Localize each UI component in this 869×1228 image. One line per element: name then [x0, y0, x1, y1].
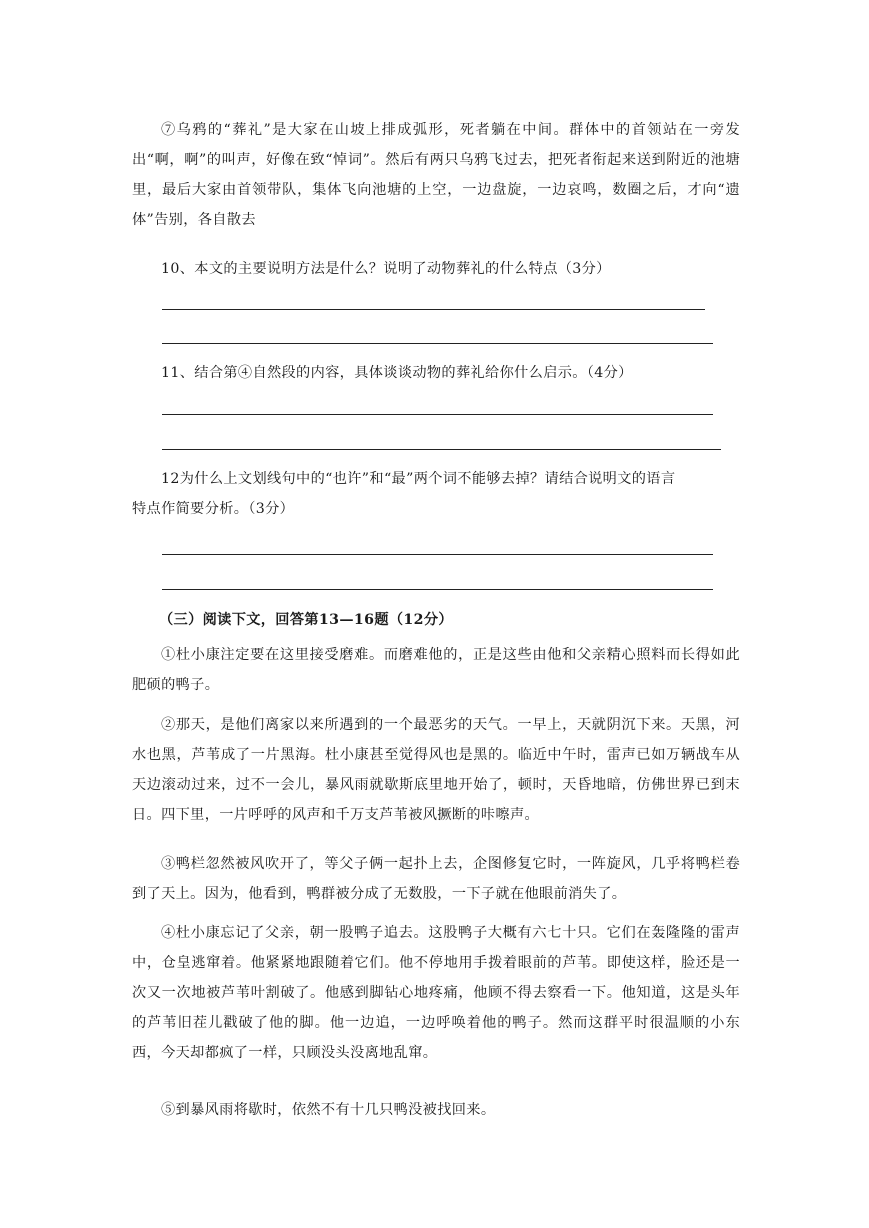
question-12-line-2: 特点作简要分析。（3分）	[132, 501, 295, 517]
answer-line[interactable]	[162, 554, 713, 555]
question-11: 11、结合第④自然段的内容，具体谈谈动物的葬礼给你什么启示。（4分）	[161, 365, 633, 381]
paragraph-2: ②那天，是他们离家以来所遇到的一个最恶劣的天气。一早上，天就阴沉下来。天黑，河水也黑，芦苇成了一片黑海。杜小康甚至觉得风也是黑的。临近中午时，雷声已如万辆战车从天边滚动过来，过不一会儿，暴风雨就歇斯底里地开始了，顿时，天昏地暗，仿佛世界已到末日。四下里，一片呼呼的风声和千万支芦苇被风撅断的咔嚓声。	[132, 717, 740, 823]
answer-line[interactable]	[162, 589, 713, 590]
paragraph-3: ③鸭栏忽然被风吹开了，等父子俩一起扑上去，企图修复它时，一阵旋风，几乎将鸭栏卷到了天上。因为，他看到，鸭群被分成了无数股，一下子就在他眼前消失了。	[132, 856, 740, 902]
paragraph-1: ①杜小康注定要在这里接受磨难。而磨难他的，正是这些由他和父亲精心照料而长得如此肥硕的鸭子。	[132, 647, 740, 693]
paragraph-5: ⑤到暴风雨将歇时，依然不有十几只鸭没被找回来。	[161, 1102, 496, 1118]
answer-line[interactable]	[162, 309, 705, 310]
question-12-line-1: 12为什么上文划线句中的“也许”和“最”两个词不能够去掉？请结合说明文的语言	[161, 471, 676, 487]
question-12	[132, 464, 741, 524]
paragraph-7: ⑦乌鸦的“葬礼”是大家在山坡上排成弧形，死者躺在中间。群体中的首领站在一旁发出“啊，啊”的叫声，好像在致“悼词”。然后有两只乌鸦飞过去，把死者衔起来送到附近的池塘里，最后大家由首领带队，集体飞向池塘的上空，一边盘旋，一边哀鸣，数圈之后，才向“遗体”告别，各自散去	[132, 122, 740, 228]
section-3-heading: （三）阅读下文，回答第13—16题（12分）	[159, 612, 453, 628]
answer-line[interactable]	[162, 414, 713, 415]
answer-line[interactable]	[162, 343, 713, 344]
paragraph-4: ④杜小康忘记了父亲，朝一股鸭子追去。这股鸭子大概有六七十只。它们在轰隆隆的雷声中，仓皇逃窜着。他紧紧地跟随着它们。他不停地用手拨着眼前的芦苇。即使这样，脸还是一次又一次地被芦苇叶割破了。他感到脚钻心地疼痛，他顾不得去察看一下。他知道，这是头年的芦苇旧茬儿戳破了他的脚。他一边追，一边呼唤着他的鸭子。然而这群平时很温顺的小东西，今天却都疯了一样，只顾没头没离地乱窜。	[132, 925, 740, 1061]
answer-line[interactable]	[162, 449, 721, 450]
question-10: 10、本文的主要说明方法是什么？说明了动物葬礼的什么特点（3分）	[161, 261, 611, 277]
